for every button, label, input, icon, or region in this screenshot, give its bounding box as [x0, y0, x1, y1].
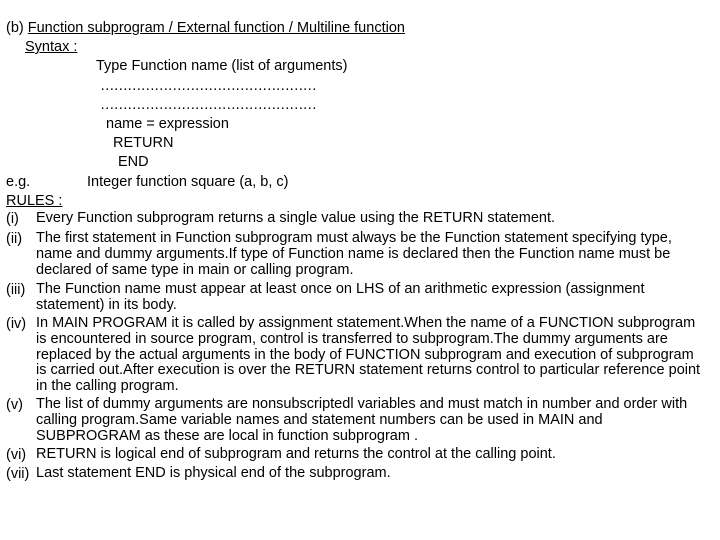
section-heading [6, 19, 405, 37]
rule-text: RETURN is logical end of subprogram and returns the control at the calling point. [36, 446, 556, 462]
example-label: e.g. [6, 174, 31, 190]
rule-text: The Function name must appear at least once on LHS of an arithmetic expression (assignment statement) in its body. [36, 281, 645, 313]
syntax-assignment: name = expression [106, 116, 229, 132]
section-heading-title: Function subprogram / External function / Multiline function [27, 20, 405, 36]
rule-number: (iii) [6, 282, 26, 298]
syntax-ellipsis-line-1: ………………………………………… [100, 78, 316, 94]
rules-title: RULES : [6, 193, 63, 209]
rule-number: (v) [6, 397, 23, 413]
syntax-end: END [118, 154, 149, 170]
rule-text: In MAIN PROGRAM it is called by assignment statement.When the name of a FUNCTION subprogram is encountered in source program, control is transferred to subprogram.The dummy arguments are replaced by the actual arguments in the body of FUNCTION subprogram and execution of subprogram is carried out.After execution is over the RETURN statement returns control to particular reference point in the calling program. [36, 315, 701, 395]
rule-text: Last statement END is physical end of the subprogram. [36, 465, 391, 481]
syntax-ellipsis-line-2: ………………………………………… [100, 97, 316, 113]
rule-number: (ii) [6, 231, 23, 247]
syntax-label-text: Syntax : [25, 39, 78, 55]
rule-text: Every Function subprogram returns a single value using the RETURN statement. [36, 210, 556, 226]
rule-text: The list of dummy arguments are nonsubscriptedl variables and must match in number and order with calling program.Same variable names and statement numbers can be used in MAIN and SUBPROGRAM as these are local in function subprogram . [36, 396, 688, 444]
rule-number: (vii) [6, 466, 30, 482]
section-heading-prefix: (b) [6, 20, 28, 36]
syntax-declaration: Type Function name (list of arguments) [96, 58, 348, 74]
syntax-return: RETURN [113, 135, 174, 151]
syntax-label [6, 38, 77, 56]
rule-number: (iv) [6, 316, 27, 332]
rule-text: The first statement in Function subprogram must always be the Function statement specifying type, name and dummy arguments.If type of Function name is declared then the Function name must be declared of same type in main or calling program. [36, 230, 672, 278]
rule-number: (vi) [6, 447, 27, 463]
example-code: Integer function square (a, b, c) [87, 174, 289, 190]
rule-number: (i) [6, 211, 19, 227]
